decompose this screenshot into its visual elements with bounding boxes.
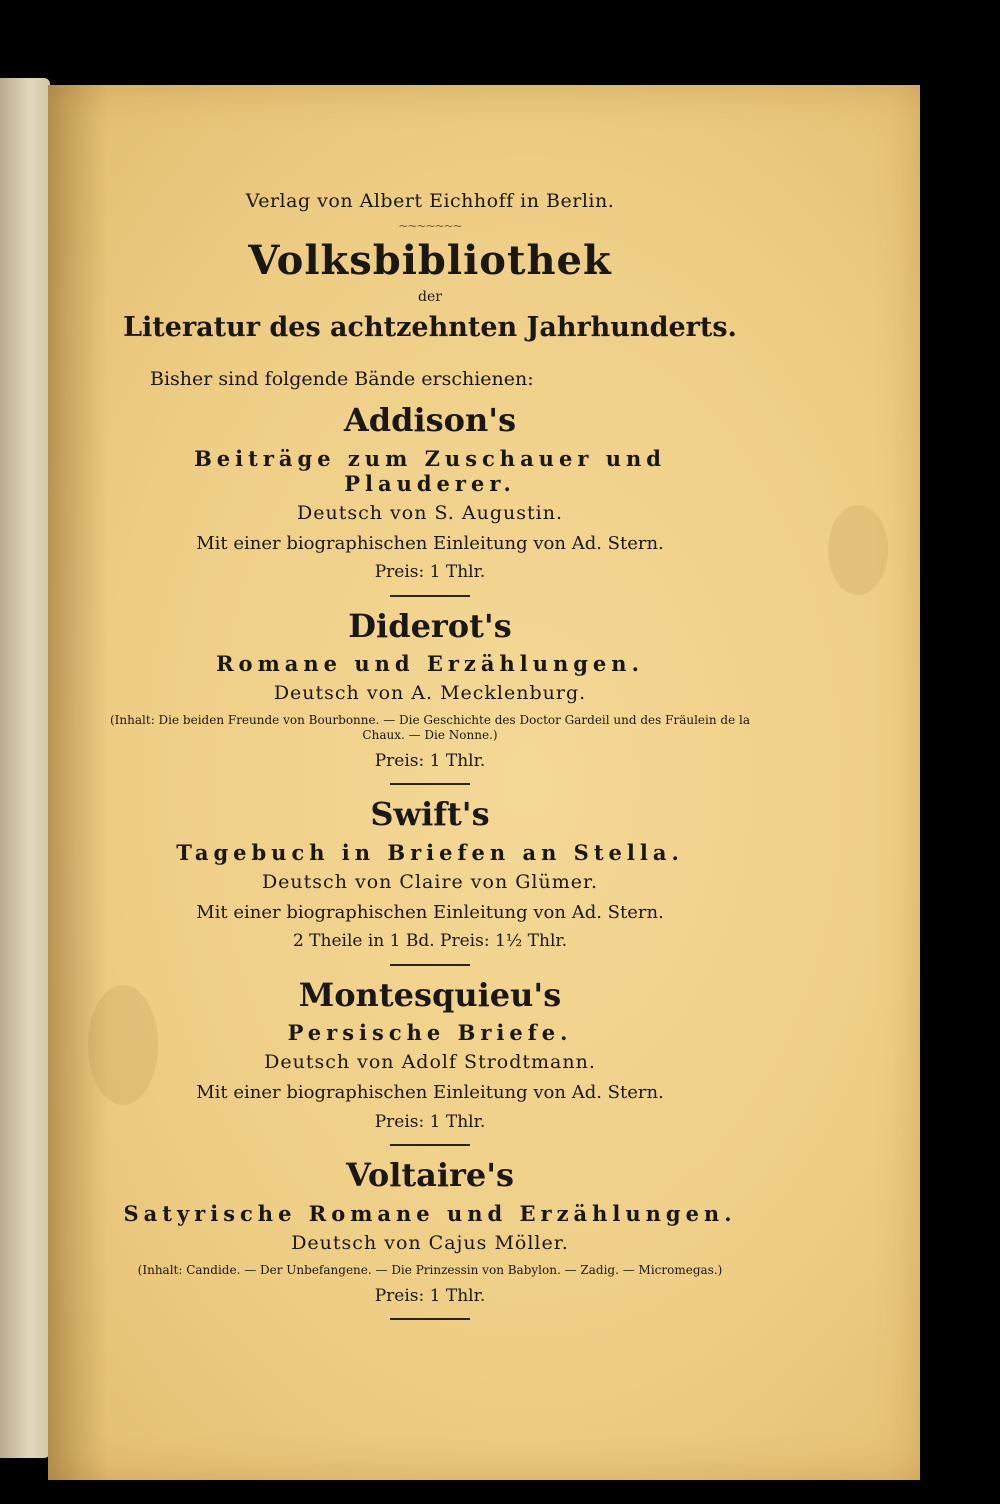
book-author: Voltaire's xyxy=(345,1156,515,1195)
book-entry-montesquieu xyxy=(110,976,750,1146)
publisher-line: Verlag von Albert Eichhoff in Berlin. xyxy=(245,190,615,212)
series-subtitle: Literatur des achtzehnten Jahrhunderts. xyxy=(123,311,737,343)
book-price: Preis: 1 Thlr. xyxy=(374,1111,486,1132)
page-gutter-shadow xyxy=(48,85,108,1480)
section-divider xyxy=(390,1318,470,1320)
book-price: Preis: 1 Thlr. xyxy=(374,562,486,583)
book-contents: (Inhalt: Candide. — Der Unbefangene. — Die Prinzessin von Babylon. — Zadig. — Micromegas.) xyxy=(137,1262,723,1277)
book-work-title: Romane und Erzählungen. xyxy=(216,651,644,677)
book-introduction: Mit einer biographischen Einleitung von Ad. Stern. xyxy=(196,901,664,923)
book-work-title: Persische Briefe. xyxy=(287,1020,573,1046)
book-entry-voltaire xyxy=(110,1156,750,1320)
book-work-title: Beiträge zum Zuschauer und Plauderer. xyxy=(194,445,666,496)
intro-text: Bisher sind folgende Bände erschienen: xyxy=(150,368,534,391)
paper-stain xyxy=(828,505,888,595)
section-divider xyxy=(390,964,470,966)
section-divider xyxy=(390,1144,470,1146)
book-translator: Deutsch von S. Augustin. xyxy=(297,501,563,524)
series-connector: der xyxy=(418,289,442,306)
book-author: Diderot's xyxy=(348,606,512,645)
book-introduction: Mit einer biographischen Einleitung von Ad. Stern. xyxy=(196,1082,664,1104)
book-work-title: Satyrische Romane und Erzählungen. xyxy=(123,1200,737,1226)
previous-page-edge xyxy=(0,78,50,1458)
book-author: Swift's xyxy=(370,795,490,834)
book-translator: Deutsch von Adolf Strodtmann. xyxy=(264,1051,596,1074)
book-author: Montesquieu's xyxy=(298,975,562,1014)
book-entry-addison xyxy=(110,401,750,597)
book-entry-swift xyxy=(110,795,750,965)
book-contents: (Inhalt: Die beiden Freunde von Bourbonne. — Die Geschichte des Doctor Gardeil und des Fräulein de la Chaux. — Die Nonne.) xyxy=(110,713,750,743)
book-author: Addison's xyxy=(343,401,517,440)
section-divider xyxy=(390,595,470,597)
book-price: Preis: 1 Thlr. xyxy=(374,751,486,772)
series-title: Volksbibliothek xyxy=(248,237,612,285)
book-translator: Deutsch von Cajus Möller. xyxy=(291,1231,569,1254)
page-content xyxy=(110,190,750,1326)
book-work-title: Tagebuch in Briefen an Stella. xyxy=(176,839,684,865)
book-entry-diderot xyxy=(110,607,750,786)
book-price: 2 Theile in 1 Bd. Preis: 1½ Thlr. xyxy=(292,931,568,952)
book-price: Preis: 1 Thlr. xyxy=(374,1285,486,1306)
book-introduction: Mit einer biographischen Einleitung von Ad. Stern. xyxy=(196,532,664,554)
book-translator: Deutsch von A. Mecklenburg. xyxy=(273,682,587,705)
book-translator: Deutsch von Claire von Glümer. xyxy=(261,871,599,894)
section-divider xyxy=(390,783,470,785)
ornament-squiggle: ~~~~~~~ xyxy=(398,218,462,233)
